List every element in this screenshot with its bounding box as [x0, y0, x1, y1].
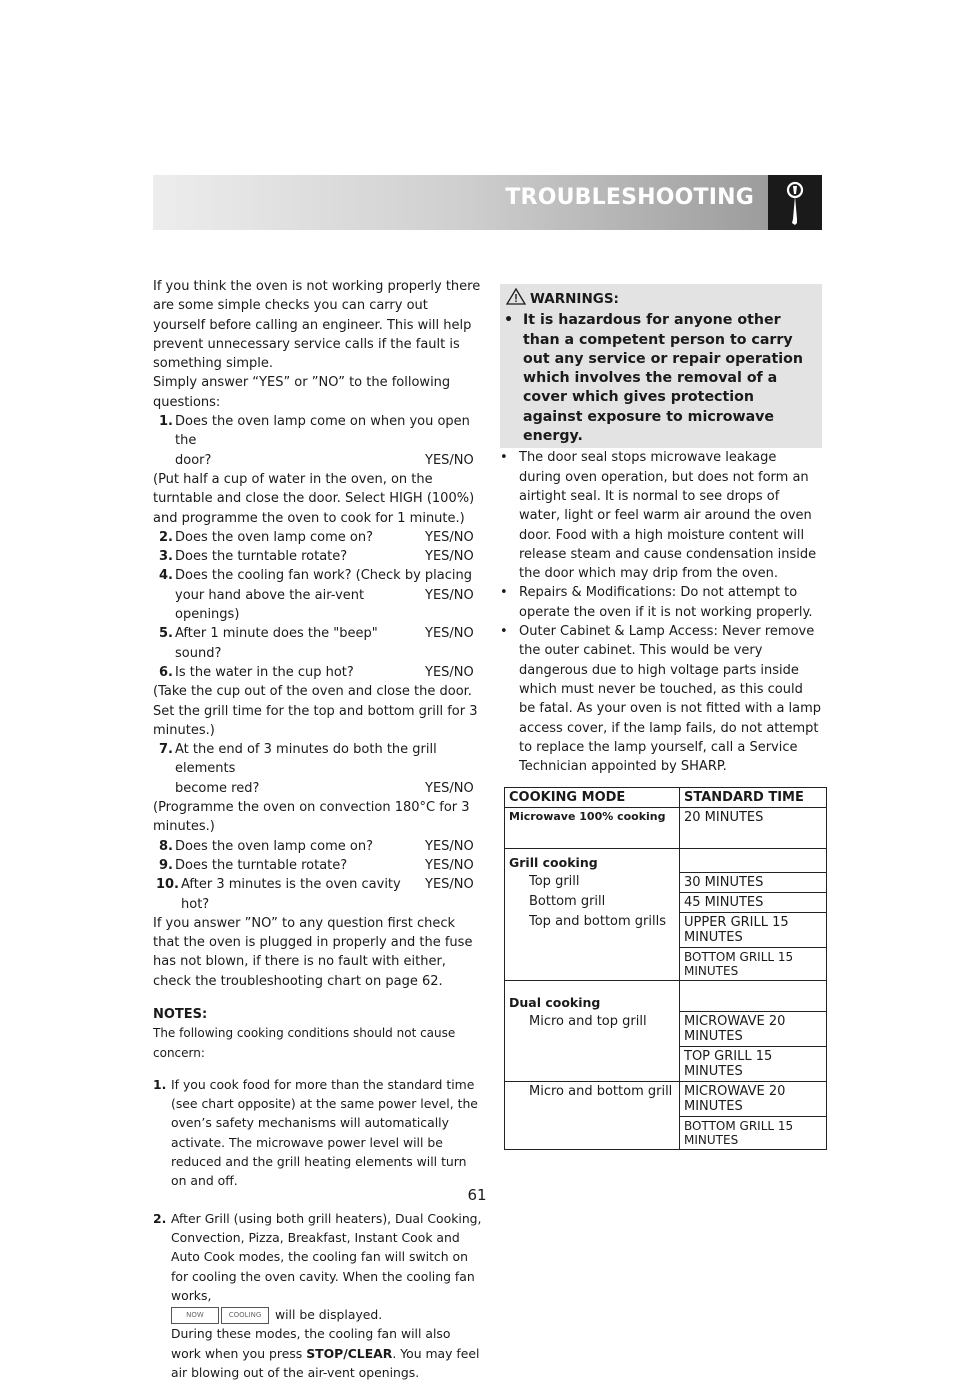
question-8	[153, 837, 483, 856]
time-bottom-grill: 45 MINUTES	[680, 892, 827, 912]
question-9	[153, 856, 483, 875]
question-number: 7.	[159, 742, 173, 758]
yes-no-answer: YES/NO	[425, 529, 474, 545]
question-text: your hand above the air-vent openings)	[175, 587, 365, 623]
question-text: Does the turntable rotate?	[175, 549, 348, 565]
page-title: TROUBLESHOOTING	[505, 185, 754, 210]
question-number: 1.	[159, 414, 173, 430]
time-bottom-grill-2: BOTTOM GRILL 15 MINUTES	[680, 947, 827, 980]
question-number: 8.	[159, 838, 173, 854]
note-text: During these modes, the cooling fan will also work when you press	[171, 1326, 451, 1361]
bullet-text: Repairs & Modifications: Do not attempt to operate the oven if it is not working properly.	[519, 585, 813, 620]
notes-title: NOTES:	[153, 1006, 208, 1022]
question-2	[153, 528, 483, 547]
intro-text: If you think the oven is not working properly there are some simple checks you can carry out yourself before calling an engineer. This will help prevent unnecessary service calls if the fault is something simple.	[153, 279, 481, 372]
note-text: will be displayed.	[274, 1307, 383, 1323]
mode-grill-group: Grill cooking	[505, 849, 680, 873]
yes-no-answer: YES/NO	[425, 452, 474, 468]
question-number: 2.	[159, 529, 173, 545]
bullet-repairs: • Repairs & Modifications: Do not attempt to operate the oven if it is not working properly.	[500, 583, 822, 622]
left-column	[153, 277, 483, 1382]
question-3	[153, 547, 483, 566]
time-upper-grill: UPPER GRILL 15 MINUTES	[680, 912, 827, 947]
time-top-grill-2: TOP GRILL 15 MINUTES	[680, 1047, 827, 1082]
time-microwave-2: MICROWAVE 20 MINUTES	[680, 1012, 827, 1047]
bullet-door-seal: • The door seal stops microwave leakage during oven operation, but does not form an airtight seal. It is normal to see drops of water, light or feel warm air around the oven door. Food with a high moisture content will release steam and cause condensation inside the door which may drip from the oven.	[500, 448, 822, 583]
outro-text: If you answer ”NO” to any question first check that the oven is plugged in properly and the fuse has not blown, if there is no fault with either, check the troubleshooting chart on page 62.	[153, 915, 473, 989]
note-number: 2.	[153, 1210, 167, 1226]
question-text: become red?	[175, 780, 260, 796]
table-header-time: STANDARD TIME	[680, 788, 827, 808]
header-bar	[153, 175, 768, 230]
bullet-text: Outer Cabinet & Lamp Access: Never remove the outer cabinet. This would be very dangerous due to high voltage parts inside which must never be touched, as this could be fatal. As your oven is not fitted with a lamp access cover, if the lamp fails, do not attempt to replace the lamp yourself, call a Service Technician appointed by SHARP.	[519, 624, 822, 775]
warning-bullet: • It is hazardous for anyone other than a competent person to carry out any service or repair operation which involves the removal of a cover which gives protection against exposure to microwave energy.	[504, 311, 810, 446]
instruction-text: (Put half a cup of water in the oven, on the turntable and close the door. Select HIGH (100%) and programme the oven to cook for 1 minute.)	[153, 471, 475, 526]
instruction-text: (Take the cup out of the oven and close the door. Set the grill time for the top and bottom grill for 3 minutes.)	[153, 684, 478, 738]
note-number: 1.	[153, 1076, 167, 1092]
lcd-cooling-display: COOLING	[221, 1307, 269, 1324]
question-text: Does the oven lamp come on?	[175, 838, 373, 854]
time-bottom-grill-3: BOTTOM GRILL 15 MINUTES	[680, 1117, 827, 1150]
question-number: 10.	[155, 877, 179, 893]
note-2	[153, 1209, 483, 1382]
warnings-box	[500, 284, 822, 448]
simply-text: Simply answer “YES” or ”NO” to the following questions:	[153, 375, 451, 410]
question-text: After 1 minute does the "beep" sound?	[175, 626, 378, 661]
yes-no-answer: YES/NO	[425, 780, 474, 796]
yes-no-answer: YES/NO	[425, 587, 474, 603]
yes-no-answer: YES/NO	[425, 857, 474, 873]
time-microwave: 20 MINUTES	[680, 808, 827, 849]
note-text: If you cook food for more than the standard time (see chart opposite) at the same power level, the oven’s safety mechanisms will automatically activate. The microwave power level will be reduced and the grill heating elements will turn on and off.	[171, 1076, 478, 1189]
warning-text: It is hazardous for anyone other than a competent person to carry out any service or repair operation which involves the removal of a cover which gives protection against exposure to microwave energy.	[523, 312, 803, 445]
mode-microwave: Microwave 100% cooking	[505, 808, 680, 849]
standard-time-table	[504, 787, 827, 1150]
note-1	[153, 1075, 483, 1191]
note-text: . You may feel air blowing out of the air-vent openings.	[171, 1345, 480, 1381]
question-4	[153, 566, 483, 624]
question-text: Does the cooling fan work? (Check by placing	[175, 568, 472, 584]
time-top-grill: 30 MINUTES	[680, 872, 827, 892]
probe-icon	[768, 175, 822, 230]
question-text: After 3 minutes is the oven cavity hot?	[181, 877, 401, 912]
yes-no-answer: YES/NO	[425, 626, 474, 642]
mode-top-grill: Top grill	[505, 872, 680, 892]
question-text: Does the oven lamp come on when you open the	[175, 414, 470, 449]
warnings-title: WARNINGS:	[530, 291, 619, 307]
mode-bottom-grill: Bottom grill	[505, 892, 680, 912]
yes-no-answer: YES/NO	[425, 838, 474, 854]
warning-triangle-icon	[506, 288, 526, 311]
yes-no-answer: YES/NO	[425, 877, 474, 893]
question-text: Does the turntable rotate?	[175, 857, 348, 873]
question-text: Is the water in the cup hot?	[175, 664, 354, 680]
bullet-outer-cabinet: • Outer Cabinet & Lamp Access: Never remove the outer cabinet. This would be very dangerous due to high voltage parts inside which must never be touched, as this could be fatal. As your oven is not fitted with a lamp access cover, if the lamp fails, do not attempt to replace the lamp yourself, call a Service Technician appointed by SHARP.	[500, 622, 822, 776]
mode-micro-top: Micro and top grill	[505, 1012, 680, 1047]
question-10	[153, 875, 483, 914]
bullet-text: The door seal stops microwave leakage during oven operation, but does not form an airtight seal. It is normal to see drops of water, light or feel warm air around the oven door. Food with a high moisture content will release steam and cause condensation inside the door which may drip from the oven.	[519, 450, 817, 582]
note-text: After Grill (using both grill heaters), Dual Cooking, Convection, Pizza, Breakfast, Instant Cook and Auto Cook modes, the cooling fan will switch on for cooling the oven cavity. When the cooling fan works,	[171, 1210, 482, 1303]
lcd-now-display: NOW	[171, 1307, 219, 1324]
page-number: 61	[467, 1186, 487, 1204]
time-microwave-3: MICROWAVE 20 MINUTES	[680, 1082, 827, 1117]
question-number: 6.	[159, 664, 173, 680]
question-7	[153, 740, 483, 798]
question-1	[153, 412, 483, 470]
notes-intro: The following cooking conditions should not cause concern:	[153, 1026, 456, 1060]
table-header-mode: COOKING MODE	[505, 788, 680, 808]
right-column	[500, 284, 822, 776]
question-number: 5.	[159, 626, 173, 642]
mode-top-bottom-grills: Top and bottom grills	[505, 912, 680, 947]
question-text: At the end of 3 minutes do both the grill elements	[175, 742, 437, 777]
question-6	[153, 663, 483, 682]
stop-clear-label: STOP/CLEAR	[306, 1345, 393, 1361]
question-text: Does the oven lamp come on?	[175, 529, 373, 545]
yes-no-answer: YES/NO	[425, 549, 474, 565]
question-number: 9.	[159, 857, 173, 873]
mode-dual-group: Dual cooking	[505, 980, 680, 1012]
question-number: 3.	[159, 549, 173, 565]
mode-micro-bottom: Micro and bottom grill	[505, 1082, 680, 1117]
question-text: door?	[175, 452, 212, 468]
question-number: 4.	[159, 568, 173, 584]
instruction-text: (Programme the oven on convection 180°C for 3 minutes.)	[153, 800, 470, 835]
yes-no-answer: YES/NO	[425, 664, 474, 680]
question-5	[153, 624, 483, 663]
